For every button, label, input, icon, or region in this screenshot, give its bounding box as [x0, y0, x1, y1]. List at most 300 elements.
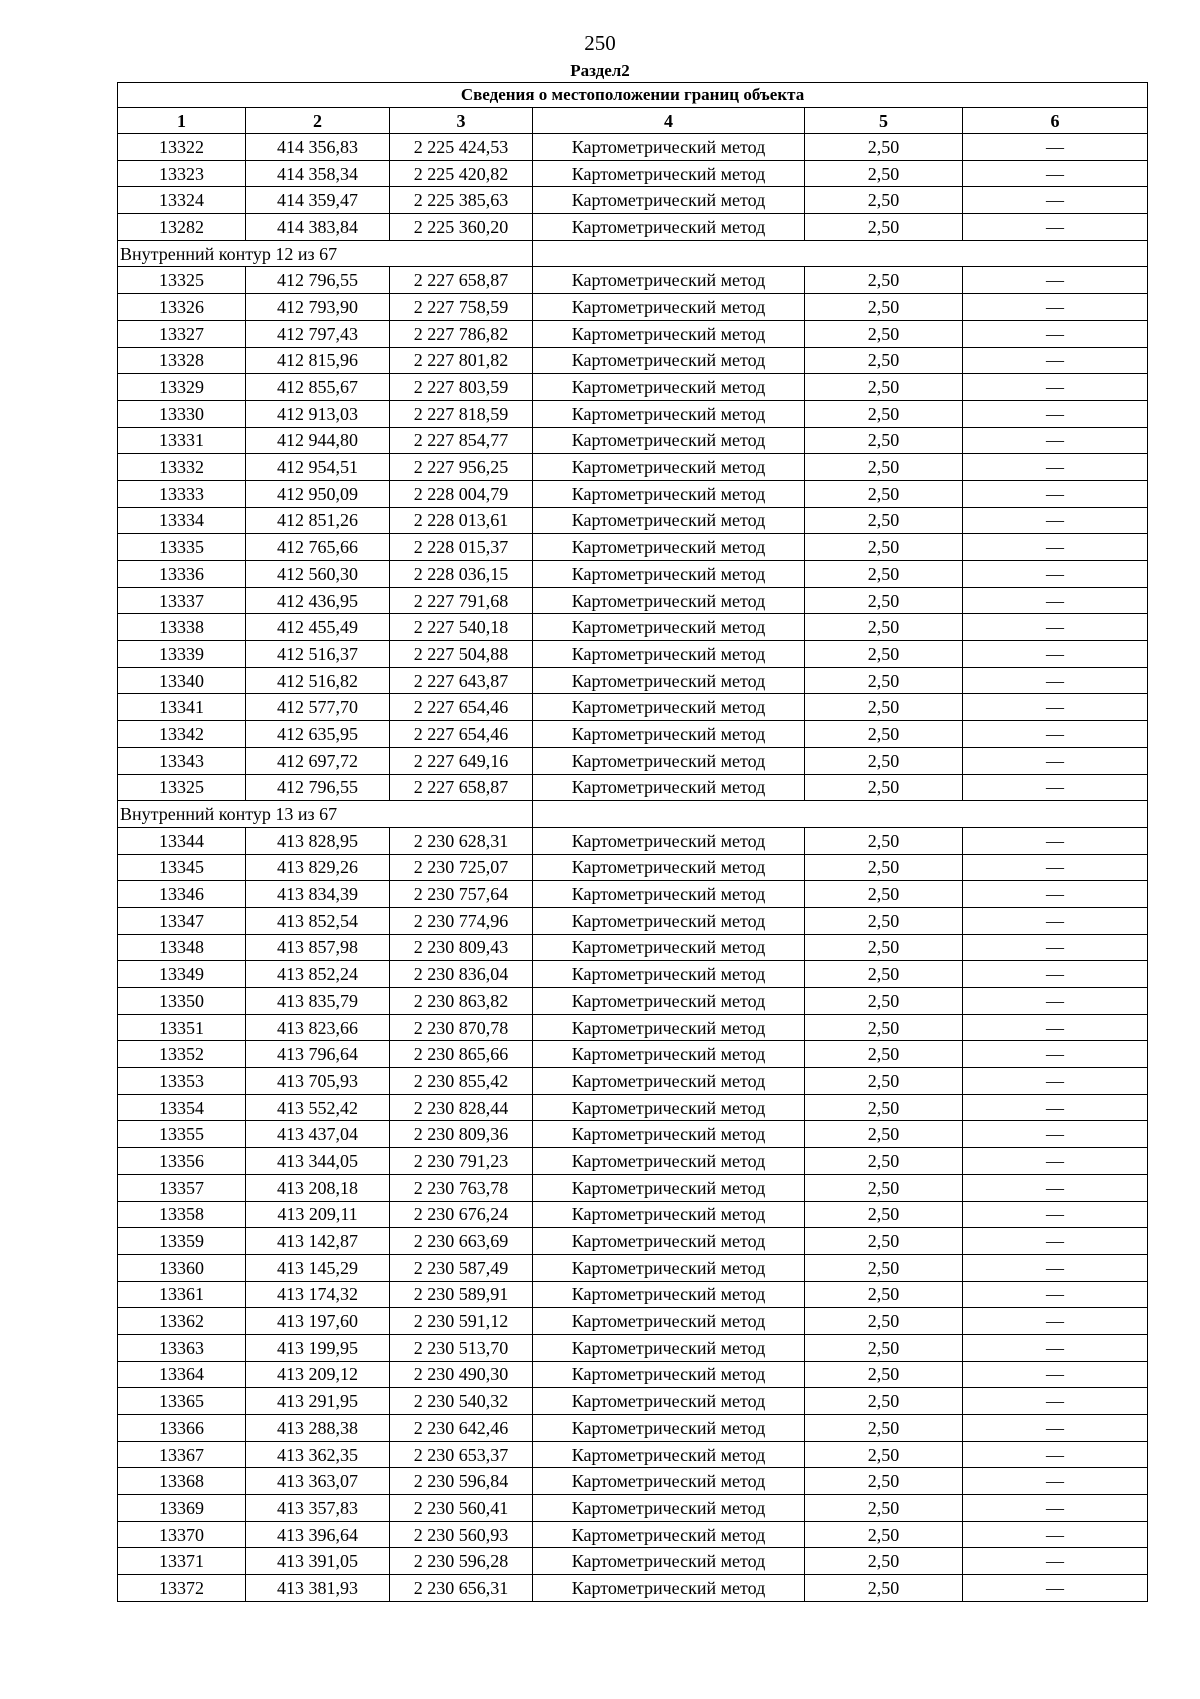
point-number-cell: 13367 [118, 1441, 246, 1468]
point-number-cell: 13361 [118, 1281, 246, 1308]
y-coordinate-cell: 2 227 658,87 [390, 267, 533, 294]
accuracy-cell: 2,50 [805, 1014, 963, 1041]
point-number-cell: 13347 [118, 907, 246, 934]
point-number-cell: 13344 [118, 827, 246, 854]
accuracy-cell: 2,50 [805, 187, 963, 214]
description-cell: — [963, 587, 1148, 614]
point-number-cell: 13327 [118, 320, 246, 347]
method-cell: Картометрический метод [533, 667, 805, 694]
x-coordinate-cell: 412 796,55 [246, 774, 390, 801]
accuracy-cell: 2,50 [805, 1254, 963, 1281]
x-coordinate-cell: 412 793,90 [246, 294, 390, 321]
table-body [118, 134, 1148, 1602]
table-row [118, 907, 1148, 934]
x-coordinate-cell: 413 552,42 [246, 1094, 390, 1121]
description-cell: — [963, 561, 1148, 588]
x-coordinate-cell: 412 516,37 [246, 641, 390, 668]
table-row [118, 988, 1148, 1015]
section-title: Раздел2 [570, 61, 630, 80]
description-cell: — [963, 1468, 1148, 1495]
point-number-cell: 13351 [118, 1014, 246, 1041]
description-cell: — [963, 1521, 1148, 1548]
y-coordinate-cell: 2 227 758,59 [390, 294, 533, 321]
description-cell: — [963, 134, 1148, 161]
description-cell: — [963, 694, 1148, 721]
x-coordinate-cell: 412 796,55 [246, 267, 390, 294]
table-row [118, 961, 1148, 988]
point-number-cell: 13352 [118, 1041, 246, 1068]
accuracy-cell: 2,50 [805, 1548, 963, 1575]
x-coordinate-cell: 413 796,64 [246, 1041, 390, 1068]
accuracy-cell: 2,50 [805, 854, 963, 881]
y-coordinate-cell: 2 225 420,82 [390, 160, 533, 187]
y-coordinate-cell: 2 227 504,88 [390, 641, 533, 668]
description-cell: — [963, 1148, 1148, 1175]
description-cell: — [963, 1281, 1148, 1308]
accuracy-cell: 2,50 [805, 641, 963, 668]
x-coordinate-cell: 412 944,80 [246, 427, 390, 454]
description-cell: — [963, 427, 1148, 454]
table-row [118, 1521, 1148, 1548]
x-coordinate-cell: 413 362,35 [246, 1441, 390, 1468]
y-coordinate-cell: 2 230 791,23 [390, 1148, 533, 1175]
description-cell: — [963, 1334, 1148, 1361]
table-row [118, 774, 1148, 801]
table-row [118, 427, 1148, 454]
method-cell: Картометрический метод [533, 1521, 805, 1548]
accuracy-cell: 2,50 [805, 1495, 963, 1522]
description-cell: — [963, 160, 1148, 187]
method-cell: Картометрический метод [533, 1575, 805, 1602]
method-cell: Картометрический метод [533, 1094, 805, 1121]
point-number-cell: 13326 [118, 294, 246, 321]
x-coordinate-cell: 413 828,95 [246, 827, 390, 854]
accuracy-cell: 2,50 [805, 1148, 963, 1175]
accuracy-cell: 2,50 [805, 721, 963, 748]
x-coordinate-cell: 412 913,03 [246, 400, 390, 427]
description-cell: — [963, 507, 1148, 534]
accuracy-cell: 2,50 [805, 881, 963, 908]
accuracy-cell: 2,50 [805, 454, 963, 481]
boundary-table [117, 82, 1148, 1602]
method-cell: Картометрический метод [533, 374, 805, 401]
x-coordinate-cell: 413 852,54 [246, 907, 390, 934]
accuracy-cell: 2,50 [805, 961, 963, 988]
description-cell: — [963, 1495, 1148, 1522]
method-cell: Картометрический метод [533, 827, 805, 854]
y-coordinate-cell: 2 228 015,37 [390, 534, 533, 561]
point-number-cell: 13325 [118, 267, 246, 294]
method-cell: Картометрический метод [533, 747, 805, 774]
point-number-cell: 13339 [118, 641, 246, 668]
column-header: 3 [390, 108, 533, 134]
description-cell: — [963, 614, 1148, 641]
table-row [118, 1121, 1148, 1148]
method-cell: Картометрический метод [533, 534, 805, 561]
method-cell: Картометрический метод [533, 454, 805, 481]
table-row [118, 587, 1148, 614]
table-row [118, 721, 1148, 748]
description-cell: — [963, 667, 1148, 694]
accuracy-cell: 2,50 [805, 694, 963, 721]
accuracy-cell: 2,50 [805, 1388, 963, 1415]
method-cell: Картометрический метод [533, 320, 805, 347]
description-cell: — [963, 400, 1148, 427]
x-coordinate-cell: 413 396,64 [246, 1521, 390, 1548]
x-coordinate-cell: 413 142,87 [246, 1228, 390, 1255]
point-number-cell: 13353 [118, 1068, 246, 1095]
column-header: 1 [118, 108, 246, 134]
y-coordinate-cell: 2 227 643,87 [390, 667, 533, 694]
description-cell: — [963, 347, 1148, 374]
method-cell: Картометрический метод [533, 267, 805, 294]
contour-label: Внутренний контур 12 из 67 [118, 240, 533, 267]
point-number-cell: 13358 [118, 1201, 246, 1228]
description-cell: — [963, 1575, 1148, 1602]
y-coordinate-cell: 2 230 870,78 [390, 1014, 533, 1041]
description-cell: — [963, 721, 1148, 748]
method-cell: Картометрический метод [533, 1361, 805, 1388]
column-header: 2 [246, 108, 390, 134]
point-number-cell: 13356 [118, 1148, 246, 1175]
x-coordinate-cell: 412 577,70 [246, 694, 390, 721]
table-row [118, 1014, 1148, 1041]
x-coordinate-cell: 413 835,79 [246, 988, 390, 1015]
point-number-cell: 13331 [118, 427, 246, 454]
table-row [118, 854, 1148, 881]
method-cell: Картометрический метод [533, 907, 805, 934]
y-coordinate-cell: 2 230 763,78 [390, 1174, 533, 1201]
point-number-cell: 13334 [118, 507, 246, 534]
table-row [118, 1334, 1148, 1361]
description-cell: — [963, 294, 1148, 321]
point-number-cell: 13349 [118, 961, 246, 988]
y-coordinate-cell: 2 230 628,31 [390, 827, 533, 854]
accuracy-cell: 2,50 [805, 561, 963, 588]
method-cell: Картометрический метод [533, 480, 805, 507]
accuracy-cell: 2,50 [805, 1521, 963, 1548]
x-coordinate-cell: 414 358,34 [246, 160, 390, 187]
description-cell: — [963, 214, 1148, 241]
description-cell: — [963, 1388, 1148, 1415]
table-caption: Сведения о местоположении границ объекта [118, 83, 1148, 108]
y-coordinate-cell: 2 227 803,59 [390, 374, 533, 401]
table-row [118, 267, 1148, 294]
description-cell: — [963, 988, 1148, 1015]
y-coordinate-cell: 2 227 654,46 [390, 694, 533, 721]
method-cell: Картометрический метод [533, 694, 805, 721]
point-number-cell: 13324 [118, 187, 246, 214]
x-coordinate-cell: 412 815,96 [246, 347, 390, 374]
accuracy-cell: 2,50 [805, 507, 963, 534]
description-cell: — [963, 1174, 1148, 1201]
description-cell: — [963, 1308, 1148, 1335]
accuracy-cell: 2,50 [805, 907, 963, 934]
description-cell: — [963, 480, 1148, 507]
x-coordinate-cell: 412 797,43 [246, 320, 390, 347]
accuracy-cell: 2,50 [805, 1281, 963, 1308]
accuracy-cell: 2,50 [805, 320, 963, 347]
table-row [118, 1148, 1148, 1175]
y-coordinate-cell: 2 225 385,63 [390, 187, 533, 214]
point-number-cell: 13372 [118, 1575, 246, 1602]
column-header: 5 [805, 108, 963, 134]
y-coordinate-cell: 2 230 589,91 [390, 1281, 533, 1308]
table-row [118, 507, 1148, 534]
table-row [118, 347, 1148, 374]
accuracy-cell: 2,50 [805, 160, 963, 187]
y-coordinate-cell: 2 230 560,93 [390, 1521, 533, 1548]
method-cell: Картометрический метод [533, 587, 805, 614]
x-coordinate-cell: 413 705,93 [246, 1068, 390, 1095]
y-coordinate-cell: 2 230 540,32 [390, 1388, 533, 1415]
method-cell: Картометрический метод [533, 1388, 805, 1415]
table-row [118, 1308, 1148, 1335]
x-coordinate-cell: 413 145,29 [246, 1254, 390, 1281]
y-coordinate-cell: 2 230 865,66 [390, 1041, 533, 1068]
point-number-cell: 13340 [118, 667, 246, 694]
y-coordinate-cell: 2 227 818,59 [390, 400, 533, 427]
table-row [118, 1068, 1148, 1095]
accuracy-cell: 2,50 [805, 1201, 963, 1228]
method-cell: Картометрический метод [533, 1415, 805, 1442]
method-cell: Картометрический метод [533, 347, 805, 374]
description-cell: — [963, 267, 1148, 294]
y-coordinate-cell: 2 225 424,53 [390, 134, 533, 161]
y-coordinate-cell: 2 230 596,84 [390, 1468, 533, 1495]
table-row [118, 214, 1148, 241]
point-number-cell: 13368 [118, 1468, 246, 1495]
x-coordinate-cell: 413 363,07 [246, 1468, 390, 1495]
point-number-cell: 13335 [118, 534, 246, 561]
point-number-cell: 13338 [118, 614, 246, 641]
x-coordinate-cell: 413 197,60 [246, 1308, 390, 1335]
y-coordinate-cell: 2 230 591,12 [390, 1308, 533, 1335]
accuracy-cell: 2,50 [805, 587, 963, 614]
y-coordinate-cell: 2 230 855,42 [390, 1068, 533, 1095]
method-cell: Картометрический метод [533, 721, 805, 748]
point-number-cell: 13366 [118, 1415, 246, 1442]
point-number-cell: 13337 [118, 587, 246, 614]
table-row [118, 1441, 1148, 1468]
description-cell: — [963, 1201, 1148, 1228]
x-coordinate-cell: 412 855,67 [246, 374, 390, 401]
x-coordinate-cell: 413 857,98 [246, 934, 390, 961]
method-cell: Картометрический метод [533, 1254, 805, 1281]
point-number-cell: 13333 [118, 480, 246, 507]
x-coordinate-cell: 413 344,05 [246, 1148, 390, 1175]
y-coordinate-cell: 2 230 828,44 [390, 1094, 533, 1121]
contour-row [118, 240, 1148, 267]
point-number-cell: 13330 [118, 400, 246, 427]
point-number-cell: 13360 [118, 1254, 246, 1281]
method-cell: Картометрический метод [533, 1014, 805, 1041]
table-row [118, 1361, 1148, 1388]
x-coordinate-cell: 413 829,26 [246, 854, 390, 881]
point-number-cell: 13371 [118, 1548, 246, 1575]
x-coordinate-cell: 413 357,83 [246, 1495, 390, 1522]
x-coordinate-cell: 412 516,82 [246, 667, 390, 694]
description-cell: — [963, 747, 1148, 774]
table-row [118, 1201, 1148, 1228]
point-number-cell: 13282 [118, 214, 246, 241]
method-cell: Картометрический метод [533, 400, 805, 427]
x-coordinate-cell: 412 635,95 [246, 721, 390, 748]
y-coordinate-cell: 2 227 786,82 [390, 320, 533, 347]
accuracy-cell: 2,50 [805, 988, 963, 1015]
point-number-cell: 13363 [118, 1334, 246, 1361]
point-number-cell: 13336 [118, 561, 246, 588]
x-coordinate-cell: 413 391,05 [246, 1548, 390, 1575]
method-cell: Картометрический метод [533, 934, 805, 961]
table-row [118, 827, 1148, 854]
y-coordinate-cell: 2 228 004,79 [390, 480, 533, 507]
description-cell: — [963, 881, 1148, 908]
accuracy-cell: 2,50 [805, 614, 963, 641]
x-coordinate-cell: 414 359,47 [246, 187, 390, 214]
method-cell: Картометрический метод [533, 294, 805, 321]
description-cell: — [963, 454, 1148, 481]
description-cell: — [963, 1068, 1148, 1095]
table-row [118, 747, 1148, 774]
description-cell: — [963, 1094, 1148, 1121]
accuracy-cell: 2,50 [805, 294, 963, 321]
description-cell: — [963, 1228, 1148, 1255]
description-cell: — [963, 187, 1148, 214]
accuracy-cell: 2,50 [805, 1228, 963, 1255]
accuracy-cell: 2,50 [805, 267, 963, 294]
method-cell: Картометрический метод [533, 641, 805, 668]
y-coordinate-cell: 2 227 801,82 [390, 347, 533, 374]
point-number-cell: 13365 [118, 1388, 246, 1415]
x-coordinate-cell: 412 455,49 [246, 614, 390, 641]
method-cell: Картометрический метод [533, 988, 805, 1015]
accuracy-cell: 2,50 [805, 1174, 963, 1201]
point-number-cell: 13355 [118, 1121, 246, 1148]
x-coordinate-cell: 413 209,12 [246, 1361, 390, 1388]
method-cell: Картометрический метод [533, 1281, 805, 1308]
y-coordinate-cell: 2 228 013,61 [390, 507, 533, 534]
method-cell: Картометрический метод [533, 507, 805, 534]
x-coordinate-cell: 413 381,93 [246, 1575, 390, 1602]
contour-label: Внутренний контур 13 из 67 [118, 801, 533, 828]
accuracy-cell: 2,50 [805, 1468, 963, 1495]
point-number-cell: 13354 [118, 1094, 246, 1121]
accuracy-cell: 2,50 [805, 134, 963, 161]
method-cell: Картометрический метод [533, 1068, 805, 1095]
method-cell: Картометрический метод [533, 1148, 805, 1175]
x-coordinate-cell: 414 356,83 [246, 134, 390, 161]
y-coordinate-cell: 2 227 649,16 [390, 747, 533, 774]
accuracy-cell: 2,50 [805, 1041, 963, 1068]
method-cell: Картометрический метод [533, 134, 805, 161]
table-row [118, 1094, 1148, 1121]
contour-empty-cell [533, 240, 1148, 267]
x-coordinate-cell: 412 697,72 [246, 747, 390, 774]
x-coordinate-cell: 413 288,38 [246, 1415, 390, 1442]
x-coordinate-cell: 412 765,66 [246, 534, 390, 561]
table-row [118, 641, 1148, 668]
point-number-cell: 13323 [118, 160, 246, 187]
method-cell: Картометрический метод [533, 1548, 805, 1575]
y-coordinate-cell: 2 227 654,46 [390, 721, 533, 748]
y-coordinate-cell: 2 225 360,20 [390, 214, 533, 241]
accuracy-cell: 2,50 [805, 214, 963, 241]
x-coordinate-cell: 412 954,51 [246, 454, 390, 481]
point-number-cell: 13362 [118, 1308, 246, 1335]
description-cell: — [963, 774, 1148, 801]
x-coordinate-cell: 413 437,04 [246, 1121, 390, 1148]
method-cell: Картометрический метод [533, 214, 805, 241]
table-row [118, 1468, 1148, 1495]
x-coordinate-cell: 412 950,09 [246, 480, 390, 507]
description-cell: — [963, 907, 1148, 934]
point-number-cell: 13345 [118, 854, 246, 881]
table-row [118, 1254, 1148, 1281]
x-coordinate-cell: 413 208,18 [246, 1174, 390, 1201]
description-cell: — [963, 1441, 1148, 1468]
y-coordinate-cell: 2 230 757,64 [390, 881, 533, 908]
method-cell: Картометрический метод [533, 881, 805, 908]
column-header: 6 [963, 108, 1148, 134]
table-caption-row [118, 83, 1148, 108]
table-row [118, 1281, 1148, 1308]
y-coordinate-cell: 2 228 036,15 [390, 561, 533, 588]
method-cell: Картометрический метод [533, 160, 805, 187]
description-cell: — [963, 1014, 1148, 1041]
x-coordinate-cell: 412 436,95 [246, 587, 390, 614]
method-cell: Картометрический метод [533, 1334, 805, 1361]
accuracy-cell: 2,50 [805, 1334, 963, 1361]
description-cell: — [963, 374, 1148, 401]
description-cell: — [963, 1041, 1148, 1068]
page-number: 250 [584, 31, 616, 55]
y-coordinate-cell: 2 230 560,41 [390, 1495, 533, 1522]
description-cell: — [963, 827, 1148, 854]
accuracy-cell: 2,50 [805, 534, 963, 561]
point-number-cell: 13357 [118, 1174, 246, 1201]
method-cell: Картометрический метод [533, 854, 805, 881]
table-row [118, 187, 1148, 214]
table-row [118, 320, 1148, 347]
accuracy-cell: 2,50 [805, 1441, 963, 1468]
point-number-cell: 13364 [118, 1361, 246, 1388]
description-cell: — [963, 854, 1148, 881]
table-row [118, 694, 1148, 721]
point-number-cell: 13350 [118, 988, 246, 1015]
point-number-cell: 13342 [118, 721, 246, 748]
y-coordinate-cell: 2 230 596,28 [390, 1548, 533, 1575]
y-coordinate-cell: 2 230 587,49 [390, 1254, 533, 1281]
y-coordinate-cell: 2 230 676,24 [390, 1201, 533, 1228]
point-number-cell: 13341 [118, 694, 246, 721]
point-number-cell: 13329 [118, 374, 246, 401]
y-coordinate-cell: 2 230 513,70 [390, 1334, 533, 1361]
point-number-cell: 13332 [118, 454, 246, 481]
x-coordinate-cell: 413 834,39 [246, 881, 390, 908]
x-coordinate-cell: 413 174,32 [246, 1281, 390, 1308]
point-number-cell: 13346 [118, 881, 246, 908]
method-cell: Картометрический метод [533, 1121, 805, 1148]
table-row [118, 534, 1148, 561]
accuracy-cell: 2,50 [805, 667, 963, 694]
accuracy-cell: 2,50 [805, 774, 963, 801]
table-row [118, 1388, 1148, 1415]
accuracy-cell: 2,50 [805, 374, 963, 401]
accuracy-cell: 2,50 [805, 400, 963, 427]
description-cell: — [963, 961, 1148, 988]
description-cell: — [963, 320, 1148, 347]
